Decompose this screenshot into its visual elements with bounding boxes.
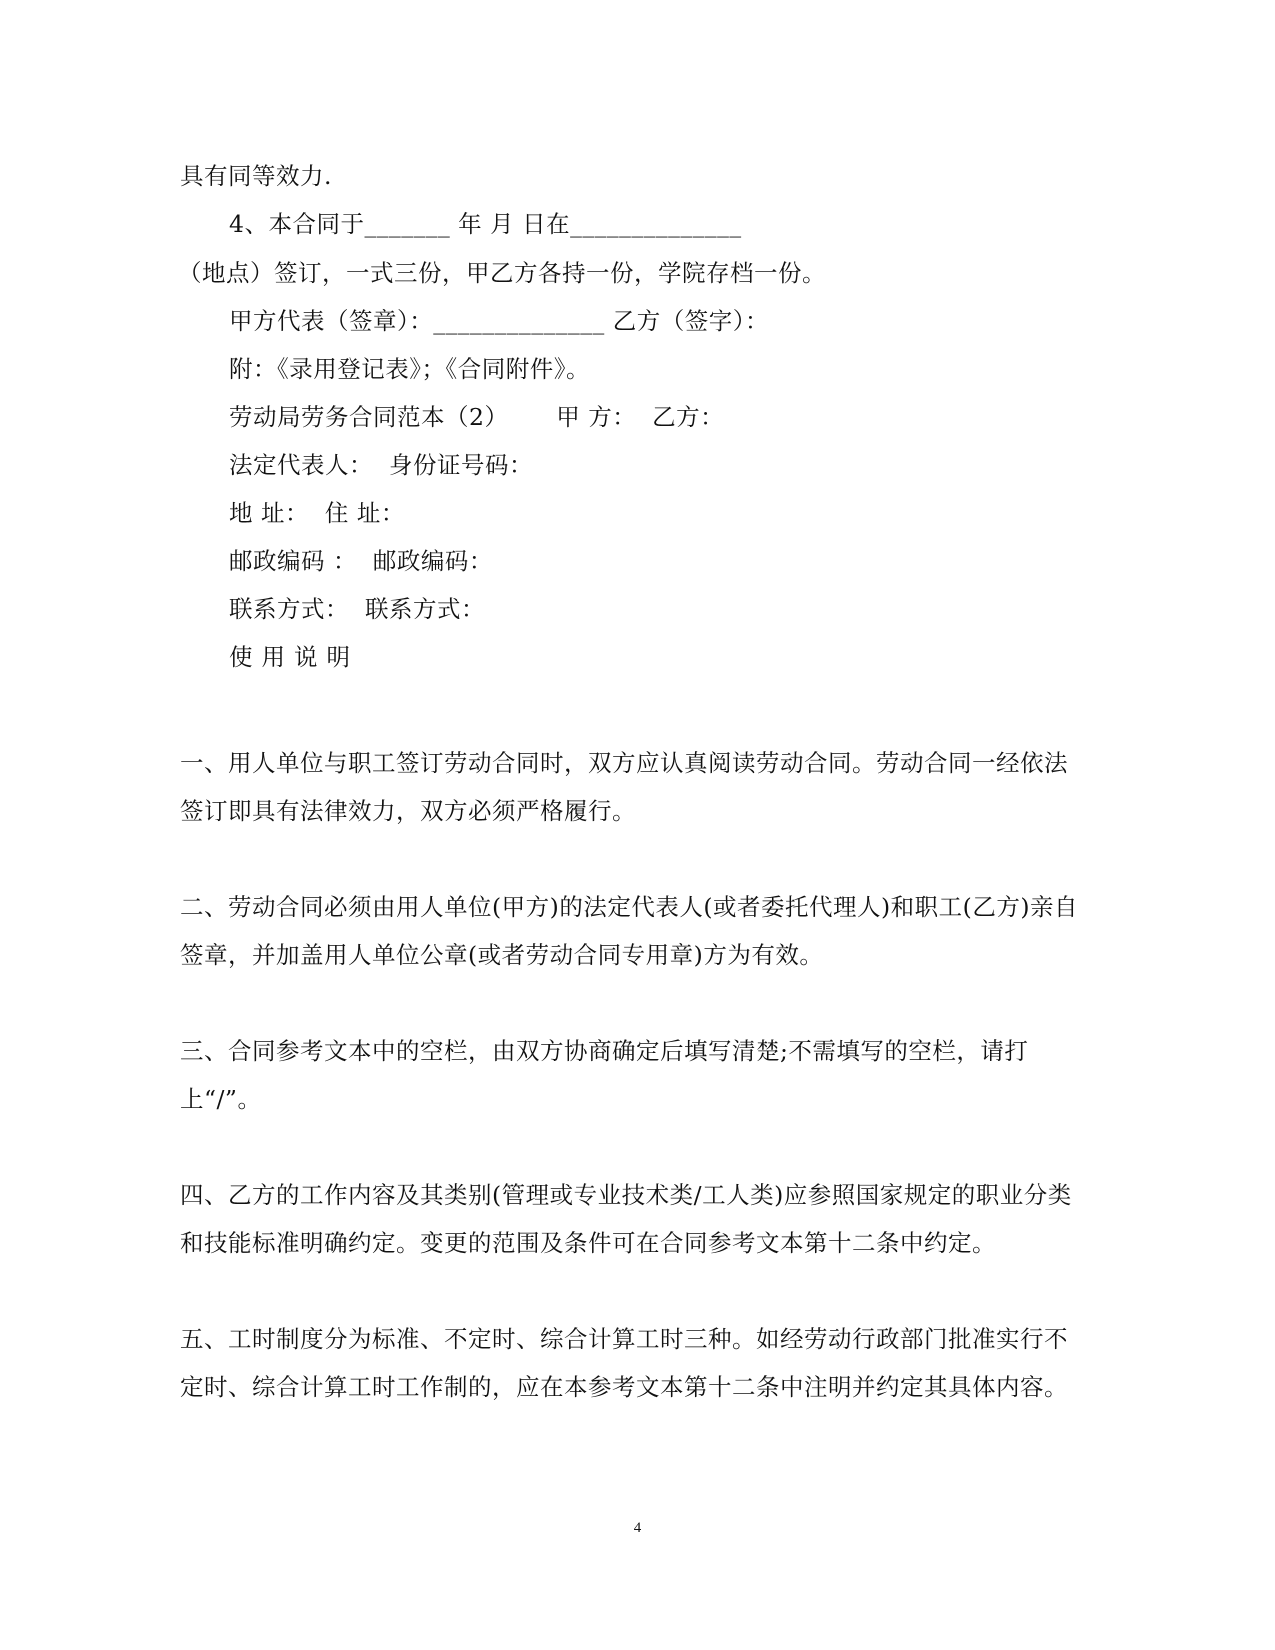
text-line-template-title: 劳动局劳务合同范本（2） 甲 方： 乙方： <box>229 403 725 431</box>
text-line-address: 地 址： 住 址： <box>229 499 405 527</box>
instruction-paragraph-3: 三、合同参考文本中的空栏，由双方协商确定后填写清楚;不需填写的空栏，请打上“/”。 <box>180 1037 1029 1113</box>
text-line-contact: 联系方式： 联系方式： <box>229 595 485 623</box>
text-line-postcode: 邮政编码 ： 邮政编码： <box>229 547 493 575</box>
text-line-signing-date: 4、本合同于_______ 年 月 日在______________ <box>229 210 742 238</box>
text-line-effect: 具有同等效力. <box>180 162 332 190</box>
text-line-signing-place: （地点）签订，一式三份，甲乙方各持一份，学院存档一份。 <box>178 259 826 287</box>
section-heading-instructions: 使用说明 <box>229 643 359 671</box>
text-line-legal-rep: 法定代表人： 身份证号码： <box>229 451 533 479</box>
instruction-paragraph-5: 五、工时制度分为标准、不定时、综合计算工时三种。如经劳动行政部门批准实行不定时、综合计算工时工作制的，应在本参考文本第十二条中注明并约定其具体内容。 <box>180 1325 1068 1401</box>
instruction-paragraph-1: 一、用人单位与职工签订劳动合同时，双方应认真阅读劳动合同。劳动合同一经依法签订即具有法律效力，双方必须严格履行。 <box>180 749 1068 825</box>
instruction-paragraph-4: 四、乙方的工作内容及其类别(管理或专业技术类/工人类)应参照国家规定的职业分类和技能标准明确约定。变更的范围及条件可在合同参考文本第十二条中约定。 <box>180 1181 1072 1257</box>
text-line-attachments: 附：《录用登记表》；《合同附件》。 <box>229 355 590 383</box>
instruction-paragraph-2: 二、劳动合同必须由用人单位(甲方)的法定代表人(或者委托代理人)和职工(乙方)亲自签章，并加盖用人单位公章(或者劳动合同专用章)方为有效。 <box>180 893 1079 969</box>
page-number: 4 <box>633 1520 642 1536</box>
text-line-signatures: 甲方代表（签章）：______________ 乙方（签字）： <box>229 307 769 335</box>
